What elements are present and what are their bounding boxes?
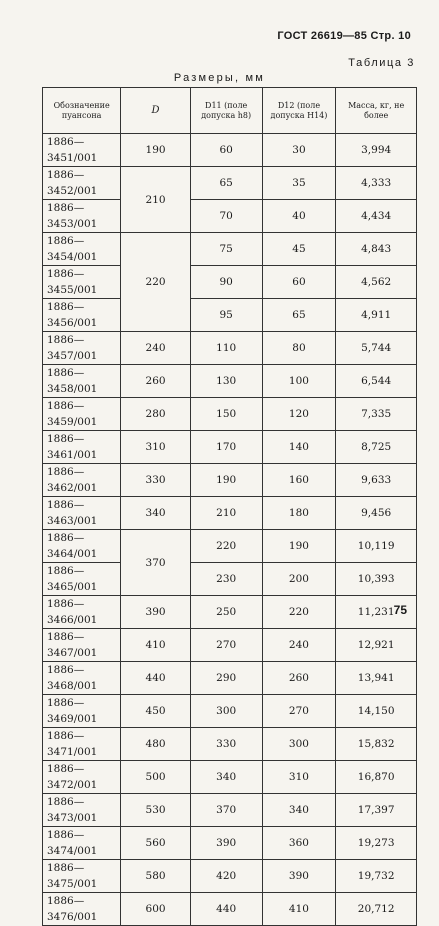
cell-d: 530 xyxy=(121,794,190,827)
cell-mass: 4,911 xyxy=(336,299,417,332)
cell-designation: 1886—3453/001 xyxy=(43,200,121,233)
cell-mass: 7,335 xyxy=(336,398,417,431)
cell-d12: 200 xyxy=(262,563,336,596)
cell-d11: 130 xyxy=(190,365,262,398)
cell-d12: 80 xyxy=(262,332,336,365)
cell-d11: 190 xyxy=(190,464,262,497)
dimensions-table xyxy=(42,87,417,926)
cell-mass: 9,633 xyxy=(336,464,417,497)
cell-d11: 170 xyxy=(190,431,262,464)
column-header-d: D xyxy=(121,88,190,134)
cell-d12: 65 xyxy=(262,299,336,332)
cell-d11: 230 xyxy=(190,563,262,596)
cell-d11: 220 xyxy=(190,530,262,563)
cell-designation: 1886—3457/001 xyxy=(43,332,121,365)
table-row xyxy=(43,134,417,167)
cell-d12: 100 xyxy=(262,365,336,398)
table-row xyxy=(43,398,417,431)
cell-designation: 1886—3456/001 xyxy=(43,299,121,332)
cell-d11: 290 xyxy=(190,662,262,695)
cell-d12: 240 xyxy=(262,629,336,662)
cell-mass: 11,231 xyxy=(336,596,417,629)
column-header-d12: D12 (поле допуска H14) xyxy=(262,88,336,134)
table-label: Таблица 3 xyxy=(348,57,415,69)
cell-mass: 4,434 xyxy=(336,200,417,233)
cell-d: 500 xyxy=(121,761,190,794)
cell-d: 220 xyxy=(121,233,190,332)
table-row xyxy=(43,365,417,398)
table-row xyxy=(43,827,417,860)
cell-designation: 1886—3475/001 xyxy=(43,860,121,893)
table-row xyxy=(43,266,417,299)
cell-designation: 1886—3469/001 xyxy=(43,695,121,728)
cell-d: 450 xyxy=(121,695,190,728)
table-row xyxy=(43,662,417,695)
cell-d11: 440 xyxy=(190,893,262,926)
cell-mass: 4,843 xyxy=(336,233,417,266)
cell-d: 260 xyxy=(121,365,190,398)
cell-mass: 20,712 xyxy=(336,893,417,926)
table-row xyxy=(43,464,417,497)
column-header-designation: Обозначение пуансона xyxy=(43,88,121,134)
cell-mass: 19,273 xyxy=(336,827,417,860)
cell-mass: 13,941 xyxy=(336,662,417,695)
table-row xyxy=(43,629,417,662)
cell-d11: 75 xyxy=(190,233,262,266)
table-row xyxy=(43,233,417,266)
cell-designation: 1886—3468/001 xyxy=(43,662,121,695)
cell-d11: 270 xyxy=(190,629,262,662)
cell-d12: 190 xyxy=(262,530,336,563)
cell-designation: 1886—3466/001 xyxy=(43,596,121,629)
table-title: Размеры, мм xyxy=(173,72,266,84)
cell-d12: 120 xyxy=(262,398,336,431)
cell-d: 410 xyxy=(121,629,190,662)
table-row xyxy=(43,200,417,233)
cell-d12: 45 xyxy=(262,233,336,266)
table-row xyxy=(43,695,417,728)
cell-mass: 10,119 xyxy=(336,530,417,563)
cell-d: 390 xyxy=(121,596,190,629)
cell-d11: 340 xyxy=(190,761,262,794)
cell-mass: 4,333 xyxy=(336,167,417,200)
cell-d: 440 xyxy=(121,662,190,695)
cell-mass: 15,832 xyxy=(336,728,417,761)
cell-d11: 370 xyxy=(190,794,262,827)
cell-d: 600 xyxy=(121,893,190,926)
cell-designation: 1886—3474/001 xyxy=(43,827,121,860)
cell-designation: 1886—3463/001 xyxy=(43,497,121,530)
cell-d12: 30 xyxy=(262,134,336,167)
cell-d: 190 xyxy=(121,134,190,167)
cell-d12: 300 xyxy=(262,728,336,761)
cell-mass: 6,544 xyxy=(336,365,417,398)
cell-mass: 5,744 xyxy=(336,332,417,365)
table-row xyxy=(43,497,417,530)
table-body xyxy=(43,134,417,926)
cell-d12: 140 xyxy=(262,431,336,464)
cell-designation: 1886—3472/001 xyxy=(43,761,121,794)
cell-d12: 270 xyxy=(262,695,336,728)
cell-designation: 1886—3465/001 xyxy=(43,563,121,596)
cell-d11: 250 xyxy=(190,596,262,629)
cell-d11: 60 xyxy=(190,134,262,167)
column-header-d11: D11 (поле допуска h8) xyxy=(190,88,262,134)
cell-designation: 1886—3476/001 xyxy=(43,893,121,926)
cell-designation: 1886—3473/001 xyxy=(43,794,121,827)
table-row xyxy=(43,728,417,761)
page-number: 75 xyxy=(393,603,407,617)
page-header: ГОСТ 26619—85 Стр. 10 xyxy=(277,30,411,42)
cell-d12: 260 xyxy=(262,662,336,695)
table-row xyxy=(43,167,417,200)
cell-d: 560 xyxy=(121,827,190,860)
cell-d12: 160 xyxy=(262,464,336,497)
cell-d: 480 xyxy=(121,728,190,761)
cell-d11: 110 xyxy=(190,332,262,365)
cell-d11: 390 xyxy=(190,827,262,860)
table-row xyxy=(43,794,417,827)
cell-mass: 3,994 xyxy=(336,134,417,167)
cell-d11: 210 xyxy=(190,497,262,530)
table-row xyxy=(43,299,417,332)
table-row xyxy=(43,893,417,926)
cell-d12: 35 xyxy=(262,167,336,200)
cell-d11: 150 xyxy=(190,398,262,431)
cell-d: 580 xyxy=(121,860,190,893)
cell-d12: 340 xyxy=(262,794,336,827)
cell-designation: 1886—3471/001 xyxy=(43,728,121,761)
cell-d: 340 xyxy=(121,497,190,530)
cell-d: 280 xyxy=(121,398,190,431)
cell-designation: 1886—3459/001 xyxy=(43,398,121,431)
cell-d11: 330 xyxy=(190,728,262,761)
cell-designation: 1886—3451/001 xyxy=(43,134,121,167)
cell-d11: 65 xyxy=(190,167,262,200)
cell-designation: 1886—3455/001 xyxy=(43,266,121,299)
cell-designation: 1886—3461/001 xyxy=(43,431,121,464)
cell-designation: 1886—3454/001 xyxy=(43,233,121,266)
table-row xyxy=(43,761,417,794)
cell-mass: 12,921 xyxy=(336,629,417,662)
cell-mass: 17,397 xyxy=(336,794,417,827)
cell-d12: 410 xyxy=(262,893,336,926)
table-row xyxy=(43,563,417,596)
cell-d: 240 xyxy=(121,332,190,365)
cell-d12: 310 xyxy=(262,761,336,794)
cell-mass: 4,562 xyxy=(336,266,417,299)
cell-mass: 16,870 xyxy=(336,761,417,794)
cell-d12: 360 xyxy=(262,827,336,860)
cell-d12: 390 xyxy=(262,860,336,893)
cell-d11: 95 xyxy=(190,299,262,332)
cell-mass: 10,393 xyxy=(336,563,417,596)
cell-mass: 9,456 xyxy=(336,497,417,530)
cell-d12: 220 xyxy=(262,596,336,629)
cell-d12: 60 xyxy=(262,266,336,299)
cell-d12: 40 xyxy=(262,200,336,233)
cell-d: 310 xyxy=(121,431,190,464)
cell-designation: 1886—3464/001 xyxy=(43,530,121,563)
cell-d: 330 xyxy=(121,464,190,497)
cell-d11: 420 xyxy=(190,860,262,893)
cell-d: 370 xyxy=(121,530,190,596)
table-header-row xyxy=(43,88,417,134)
column-header-mass: Масса, кг, не более xyxy=(336,88,417,134)
cell-designation: 1886—3462/001 xyxy=(43,464,121,497)
cell-d11: 90 xyxy=(190,266,262,299)
table-row xyxy=(43,530,417,563)
table-row xyxy=(43,431,417,464)
table-row xyxy=(43,860,417,893)
cell-designation: 1886—3458/001 xyxy=(43,365,121,398)
cell-mass: 8,725 xyxy=(336,431,417,464)
cell-d: 210 xyxy=(121,167,190,233)
cell-d11: 300 xyxy=(190,695,262,728)
cell-mass: 19,732 xyxy=(336,860,417,893)
cell-designation: 1886—3467/001 xyxy=(43,629,121,662)
cell-mass: 14,150 xyxy=(336,695,417,728)
cell-d12: 180 xyxy=(262,497,336,530)
cell-designation: 1886—3452/001 xyxy=(43,167,121,200)
table-row xyxy=(43,332,417,365)
cell-d11: 70 xyxy=(190,200,262,233)
table-row xyxy=(43,596,417,629)
